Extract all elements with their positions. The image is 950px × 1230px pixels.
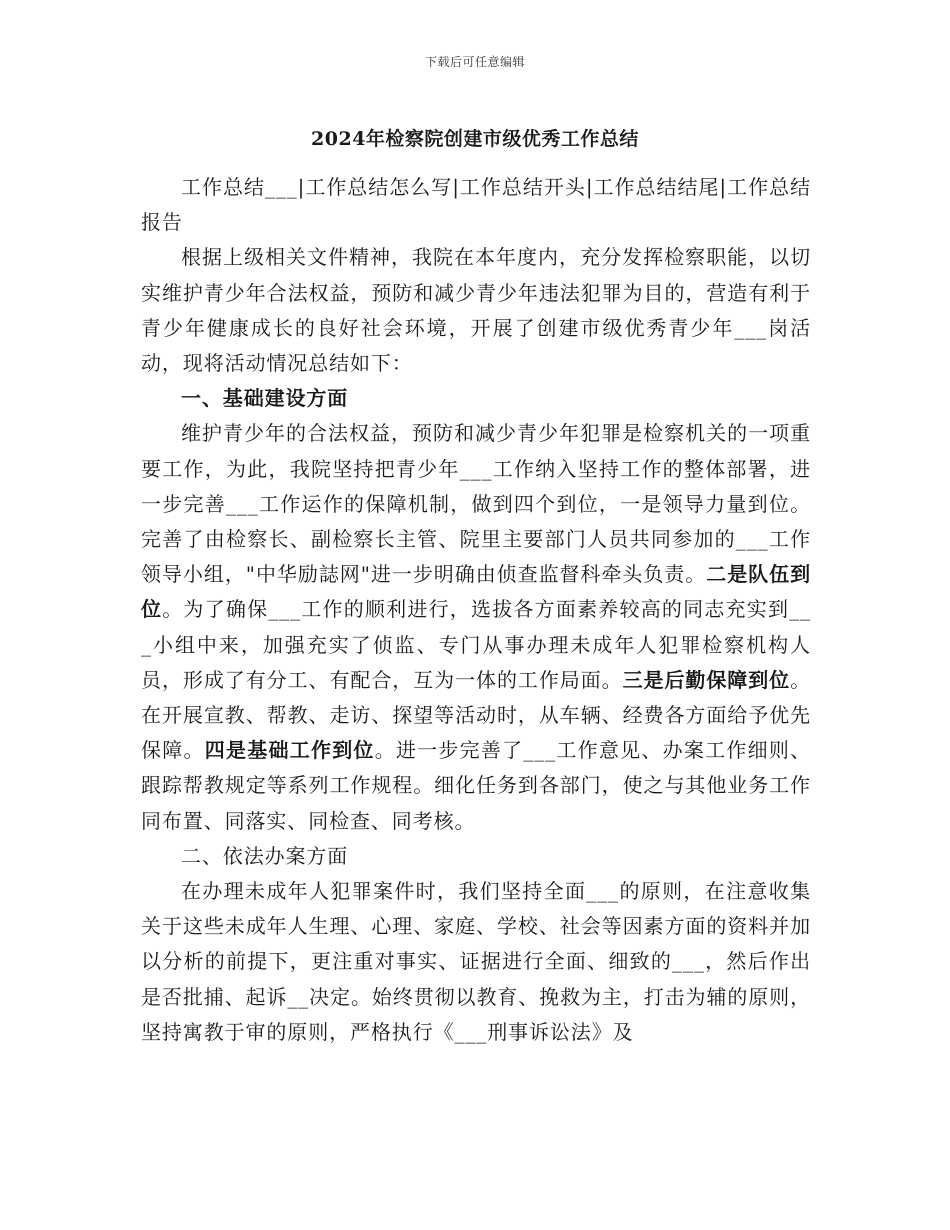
tags-paragraph: 工作总结___|工作总结怎么写|工作总结开头|工作总结结尾|工作总结报告 [141,175,811,235]
section-heading-basic-construction: 一、基础建设方面 [181,386,349,411]
section1-paragraph [141,416,811,838]
section1-bold-team: 二是队伍到位 [141,562,812,622]
section1-text-1: 维护青少年的合法权益，预防和减少青少年犯罪是检察机关的一项重要工作，为此，我院坚持把青少年___工作纳入坚持工作的整体部署，进一步完善___工作运作的保障机制，做到四个到位，一是领导力量到位。完善了由检察长、副检察长主管、院里主要部门人员共同参加的___工作领导小组，"中华励誌网"进一步明确由侦查监督科牵头负责。 [141,421,811,587]
intro-paragraph: 根据上级相关文件精神，我院在本年度内，充分发挥检察职能，以切实维护青少年合法权益，预防和减少青少年违法犯罪为目的，营造有利于青少年健康成长的良好社会环境，开展了创建市级优秀青少年___岗活动，现将活动情况总结如下： [141,245,811,376]
header-note: 下载后可任意编辑 [424,55,525,69]
section1-text-3: 。在开展宣教、帮教、走访、探望等活动时，从车辆、经费各方面给予优先保障。 [141,667,812,763]
document-title: 2024年检察院创建市级优秀工作总结 [311,128,639,150]
section1-bold-logistics: 三是后勤保障到位 [622,667,791,692]
section1-text-4: 。进一步完善了___工作意见、办案工作细则、跟踪帮教规定等系列工作规程。细化任务到各部门，使之与其他业务工作同布置、同落实、同检查、同考核。 [141,738,811,833]
document-body [141,170,811,1050]
section2-paragraph: 在办理未成年人犯罪案件时，我们坚持全面___的原则，在注意收集关于这些未成年人生理、心理、家庭、学校、社会等因素方面的资料并加以分析的前提下，更注重对事实、证据进行全面、细致的___，然后作出是否批捕、起诉__决定。始终贯彻以教育、挽救为主，打击为辅的原则，坚持寓教于审的原则，严格执行《___刑事诉讼法》及 [141,879,811,1044]
section-heading-case-handling: 二、依法办案方面 [181,843,349,868]
section1-bold-foundation: 四是基础工作到位 [204,738,375,763]
section1-text-2: 。为了确保___工作的顺利进行，选拔各方面素养较高的同志充实到___小组中来，加强充实了侦监、专门从事办理未成年人犯罪检察机构人员，形成了有分工、有配合，互为一体的工作局面。 [141,597,811,692]
